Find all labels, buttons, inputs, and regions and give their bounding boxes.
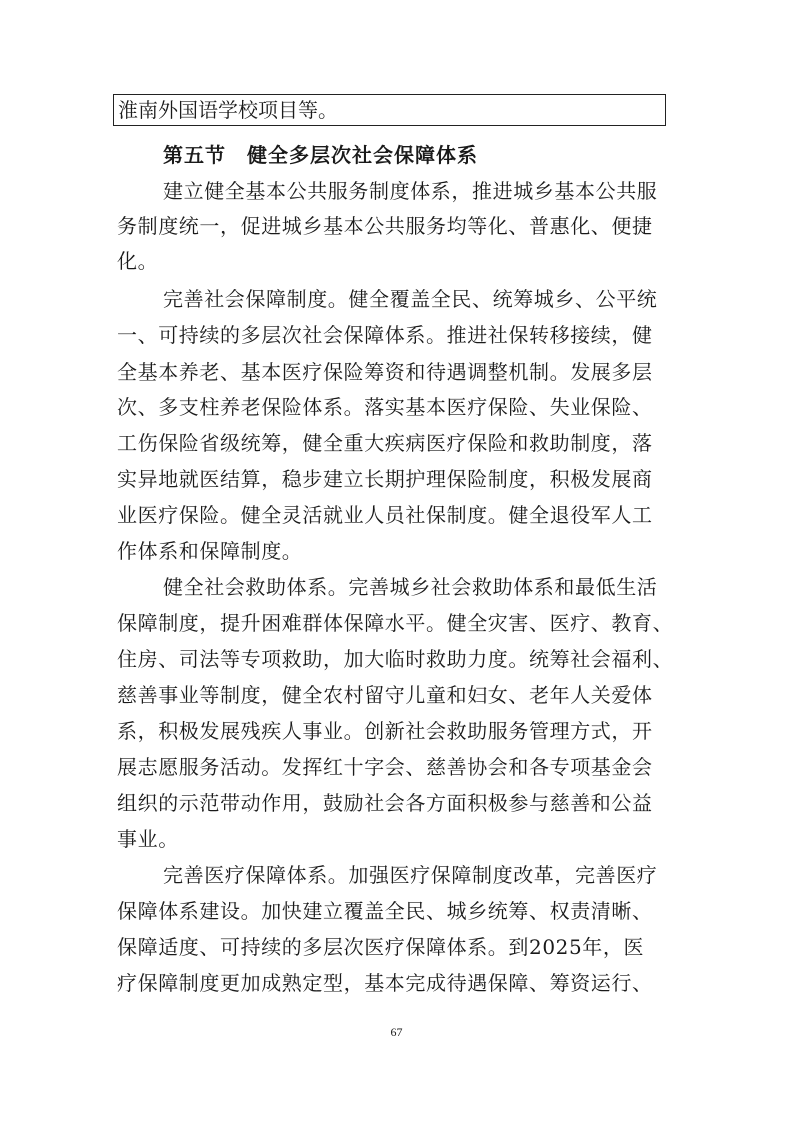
section-heading: 第五节 健全多层次社会保障体系 [163, 143, 478, 167]
paragraph-line: 工伤保险省级统筹，健全重大疾病医疗保险和救助制度，落 [117, 431, 653, 455]
paragraph-line: 住房、司法等专项救助，加大临时救助力度。统筹社会福利、 [117, 647, 674, 671]
paragraph-line: 业医疗保险。健全灵活就业人员社保制度。健全退役军人工 [117, 503, 653, 527]
paragraph-line: 事业。 [117, 827, 179, 851]
paragraph-line: 组织的示范带动作用，鼓励社会各方面积极参与慈善和公益 [117, 791, 653, 815]
paragraph-line: 完善社会保障制度。健全覆盖全民、统筹城乡、公平统 [163, 287, 658, 311]
paragraph-line: 务制度统一，促进城乡基本公共服务均等化、普惠化、便捷 [117, 214, 653, 238]
paragraph-line: 展志愿服务活动。发挥红十字会、慈善协会和各专项基金会 [117, 755, 653, 779]
paragraph-line: 保障制度，提升困难群体保障水平。健全灾害、医疗、教育、 [117, 611, 674, 635]
paragraph-line: 全基本养老、基本医疗保险筹资和待遇调整机制。发展多层 [117, 360, 653, 384]
paragraph-line: 实异地就医结算，稳步建立长期护理保险制度，积极发展商 [117, 467, 653, 491]
paragraph-line: 慈善事业等制度，健全农村留守儿童和妇女、老年人关爱体 [117, 683, 653, 707]
boxed-text-line: 淮南外国语学校项目等。 [113, 94, 666, 126]
paragraph-line: 化。 [117, 249, 159, 273]
paragraph-line: 保障适度、可持续的多层次医疗保障体系。到2025年，医 [117, 935, 645, 959]
paragraph-line: 完善医疗保障体系。加强医疗保障制度改革，完善医疗 [163, 863, 658, 887]
paragraph-line: 保障体系建设。加快建立覆盖全民、城乡统筹、权责清晰、 [117, 899, 653, 923]
paragraph-line: 系，积极发展残疾人事业。创新社会救助服务管理方式，开 [117, 719, 653, 743]
paragraph-line: 建立健全基本公共服务制度体系，推进城乡基本公共服 [163, 179, 658, 203]
page-number: 67 [390, 1025, 403, 1039]
paragraph-line: 健全社会救助体系。完善城乡社会救助体系和最低生活 [163, 575, 658, 599]
paragraph-line: 作体系和保障制度。 [117, 539, 303, 563]
paragraph-line: 一、可持续的多层次社会保障体系。推进社保转移接续，健 [117, 323, 653, 347]
paragraph-line: 疗保障制度更加成熟定型，基本完成待遇保障、筹资运行、 [117, 971, 653, 995]
paragraph-line: 次、多支柱养老保险体系。落实基本医疗保险、失业保险、 [117, 395, 653, 419]
